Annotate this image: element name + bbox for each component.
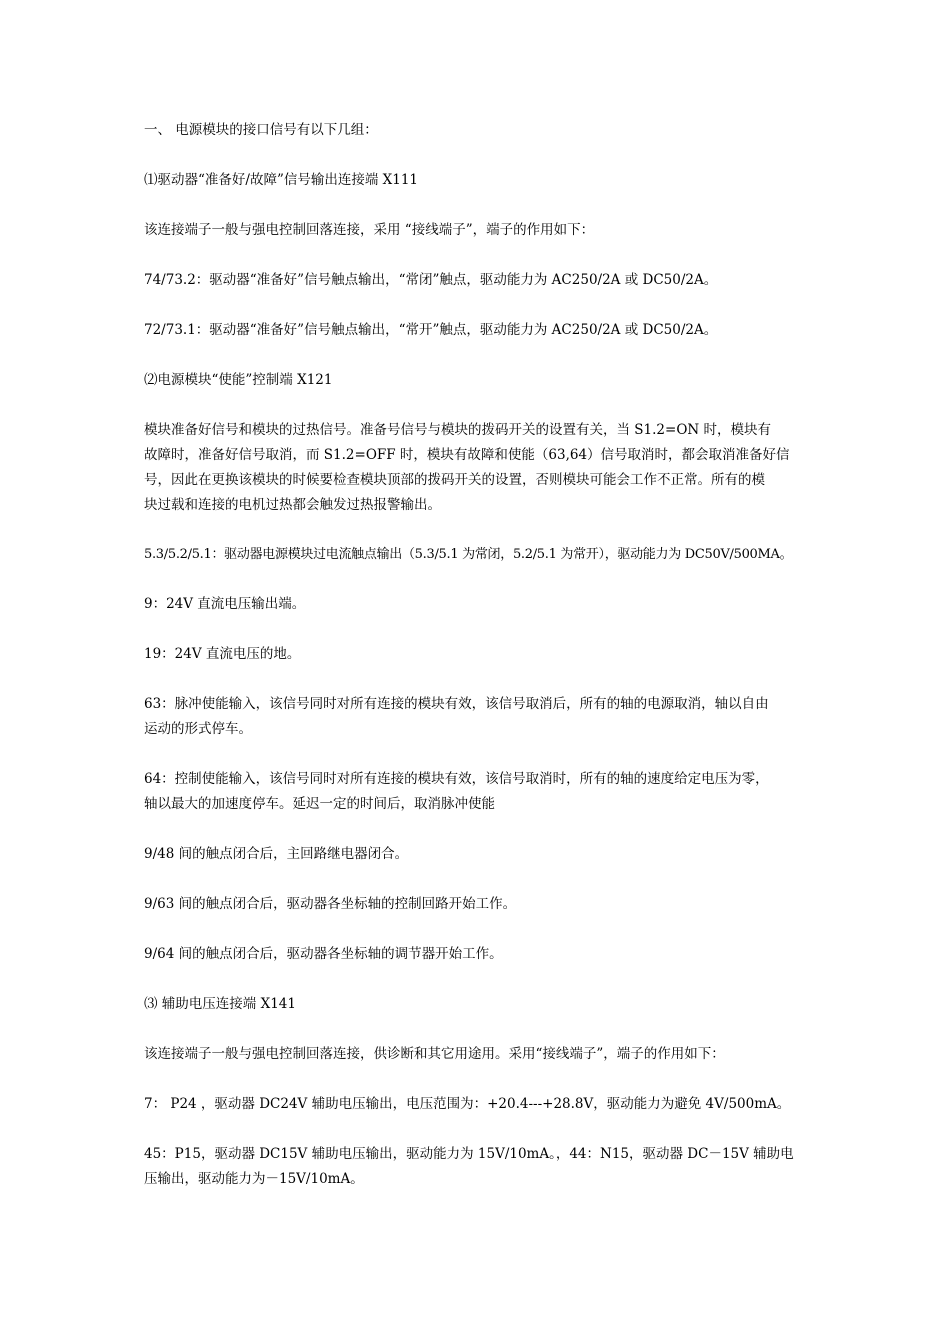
paragraph: 9/64 间的触点闭合后，驱动器各坐标轴的调节器开始工作。 <box>144 946 503 962</box>
paragraph: 7： P24 ，驱动器 DC24V 辅助电压输出，电压范围为：+20.4---+28.8V，驱动能力为避免 4V/500mA。 <box>144 1096 791 1112</box>
subsection-heading-x111: ⑴驱动器“准备好/故障”信号输出连接端 X111 <box>144 172 419 188</box>
paragraph-line: 块过载和连接的电机过热都会触发过热报警输出。 <box>144 497 441 513</box>
paragraph: 72/73.1：驱动器“准备好”信号触点输出，“常开”触点，驱动能力为 AC250/2A 或 DC50/2A。 <box>144 322 718 338</box>
paragraph: 5.3/5.2/5.1：驱动器电源模块过电流触点输出（5.3/5.1 为常闭，5.2/5.1 为常开），驱动能力为 DC50V/500MA。 <box>144 547 793 562</box>
paragraph-line: 45：P15，驱动器 DC15V 辅助电压输出，驱动能力为 15V/10mA。，44：N15，驱动器 DC－15V 辅助电 <box>144 1146 794 1162</box>
paragraph: 该连接端子一般与强电控制回落连接，采用 “接线端子”，端子的作用如下： <box>144 222 595 238</box>
paragraph-line: 64：控制使能输入，该信号同时对所有连接的模块有效，该信号取消时，所有的轴的速度给定电压为零， <box>144 771 769 787</box>
paragraph: 9：24V 直流电压输出端。 <box>144 596 306 612</box>
section-heading: 一、 电源模块的接口信号有以下几组： <box>144 122 378 138</box>
paragraph-line: 轴以最大的加速度停车。延迟一定的时间后，取消脉冲使能 <box>144 796 495 812</box>
subsection-heading-x141: ⑶ 辅助电压连接端 X141 <box>144 996 296 1012</box>
paragraph-line: 模块准备好信号和模块的过热信号。准备号信号与模块的拨码开关的设置有关，当 S1.2=ON 时，模块有 <box>144 422 771 438</box>
paragraph-line: 运动的形式停车。 <box>144 721 252 737</box>
paragraph: 74/73.2：驱动器“准备好”信号触点输出，“常闭”触点，驱动能力为 AC250/2A 或 DC50/2A。 <box>144 272 718 288</box>
paragraph: 9/48 间的触点闭合后，主回路继电器闭合。 <box>144 846 409 862</box>
paragraph-line: 压输出，驱动能力为－15V/10mA。 <box>144 1171 364 1187</box>
paragraph-line: 故障时，准备好信号取消，而 S1.2=OFF 时，模块有故障和使能（63,64）信号取消时，都会取消准备好信 <box>144 447 790 463</box>
paragraph: 该连接端子一般与强电控制回落连接，供诊断和其它用途用。采用“接线端子”，端子的作用如下： <box>144 1046 725 1062</box>
paragraph-line: 63：脉冲使能输入，该信号同时对所有连接的模块有效，该信号取消后，所有的轴的电源取消，轴以自由 <box>144 696 769 712</box>
paragraph: 9/63 间的触点闭合后，驱动器各坐标轴的控制回路开始工作。 <box>144 896 517 912</box>
subsection-heading-x121: ⑵电源模块“使能”控制端 X121 <box>144 372 333 388</box>
paragraph: 19：24V 直流电压的地。 <box>144 646 301 662</box>
paragraph-line: 号，因此在更换该模块的时候要检查模块顶部的拨码开关的设置，否则模块可能会工作不正常。所有的模 <box>144 472 765 488</box>
